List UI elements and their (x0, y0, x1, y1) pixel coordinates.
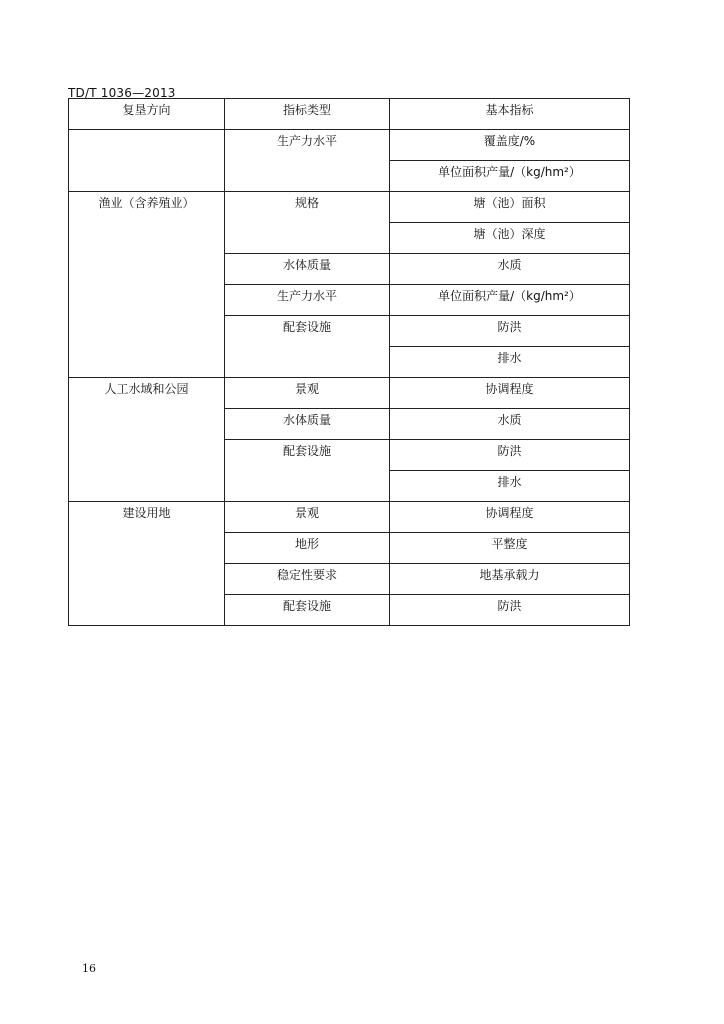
indicator-table-body (69, 99, 630, 626)
basic-indicator-cell: 排水 (390, 347, 630, 378)
basic-indicator-cell: 平整度 (390, 533, 630, 564)
basic-indicator-cell: 单位面积产量/（kg/hm²） (390, 161, 630, 192)
table-row (69, 130, 630, 161)
indicator-type-cell: 地形 (225, 533, 390, 564)
direction-cell: 人工水域和公园 (69, 378, 225, 502)
indicator-type-cell: 规格 (225, 192, 390, 254)
basic-indicator-cell: 防洪 (390, 316, 630, 347)
basic-indicator-cell: 塘（池）面积 (390, 192, 630, 223)
indicator-type-cell: 生产力水平 (225, 130, 390, 192)
basic-indicator-cell: 排水 (390, 471, 630, 502)
table-row (69, 378, 630, 409)
indicator-type-cell: 稳定性要求 (225, 564, 390, 595)
table-row (69, 502, 630, 533)
column-header-direction: 复垦方向 (69, 99, 225, 130)
indicator-type-cell: 生产力水平 (225, 285, 390, 316)
indicator-type-cell: 水体质量 (225, 409, 390, 440)
basic-indicator-cell: 防洪 (390, 595, 630, 626)
indicator-type-cell: 景观 (225, 502, 390, 533)
basic-indicator-cell: 单位面积产量/（kg/hm²） (390, 285, 630, 316)
column-header-indicator: 基本指标 (390, 99, 630, 130)
table-row (69, 192, 630, 223)
basic-indicator-cell: 水质 (390, 409, 630, 440)
basic-indicator-cell: 覆盖度/% (390, 130, 630, 161)
column-header-type: 指标类型 (225, 99, 390, 130)
direction-cell: 渔业（含养殖业） (69, 192, 225, 378)
basic-indicator-cell: 塘（池）深度 (390, 223, 630, 254)
table-header-row (69, 99, 630, 130)
direction-cell (69, 130, 225, 192)
basic-indicator-cell: 防洪 (390, 440, 630, 471)
indicator-type-cell: 配套设施 (225, 316, 390, 378)
indicator-type-cell: 配套设施 (225, 440, 390, 502)
basic-indicator-cell: 地基承载力 (390, 564, 630, 595)
indicator-type-cell: 景观 (225, 378, 390, 409)
indicator-type-cell: 配套设施 (225, 595, 390, 626)
basic-indicator-cell: 协调程度 (390, 502, 630, 533)
standard-code: TD/T 1036—2013 (68, 86, 176, 100)
indicator-table (68, 98, 630, 626)
indicator-type-cell: 水体质量 (225, 254, 390, 285)
direction-cell: 建设用地 (69, 502, 225, 626)
basic-indicator-cell: 协调程度 (390, 378, 630, 409)
page-number: 16 (82, 962, 96, 975)
basic-indicator-cell: 水质 (390, 254, 630, 285)
